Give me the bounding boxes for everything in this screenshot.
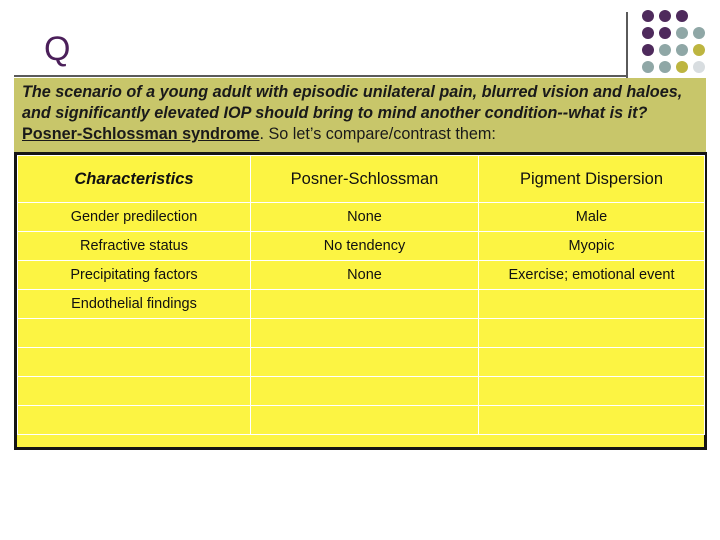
table-cell <box>479 406 705 435</box>
table-cell <box>251 406 479 435</box>
dot-icon <box>659 44 671 56</box>
table-row <box>18 261 705 290</box>
table-header-row <box>18 156 705 203</box>
column-header: Posner-Schlossman <box>251 156 479 203</box>
table-cell: Refractive status <box>18 232 251 261</box>
table-cell <box>251 348 479 377</box>
table-cell <box>479 319 705 348</box>
dot-icon <box>693 27 705 39</box>
dot-icon <box>676 44 688 56</box>
question-callout <box>14 78 706 152</box>
column-header: Pigment Dispersion <box>479 156 705 203</box>
table-cell: Gender predilection <box>18 203 251 232</box>
comparison-table <box>14 152 707 450</box>
table-cell <box>251 377 479 406</box>
table-cell <box>251 290 479 319</box>
answer-tail: . So let’s compare/contrast them: <box>259 125 496 143</box>
dot-icon <box>676 61 688 73</box>
decorative-dot-grid <box>638 10 720 82</box>
table-row <box>18 290 705 319</box>
dot-icon <box>642 44 654 56</box>
table-cell: None <box>251 203 479 232</box>
table-row <box>18 203 705 232</box>
table-cell: Endothelial findings <box>18 290 251 319</box>
table-cell <box>479 290 705 319</box>
table-row <box>18 406 705 435</box>
table-row <box>18 232 705 261</box>
question-text: The scenario of a young adult with episodic unilateral pain, blurred vision and haloes, and significantly elevated IOP should bring to mind another condition--what is it? <box>22 83 683 122</box>
table-cell <box>18 377 251 406</box>
dot-icon <box>642 61 654 73</box>
table-cell: Male <box>479 203 705 232</box>
vertical-divider <box>626 12 628 78</box>
table-cell <box>18 406 251 435</box>
table-cell: None <box>251 261 479 290</box>
dot-icon <box>659 10 671 22</box>
column-header: Characteristics <box>18 156 251 203</box>
dot-icon <box>659 27 671 39</box>
table-cell <box>18 319 251 348</box>
table-cell <box>18 348 251 377</box>
dot-icon <box>642 27 654 39</box>
table-cell: Precipitating factors <box>18 261 251 290</box>
dot-icon <box>693 61 705 73</box>
table-cell <box>251 319 479 348</box>
dot-icon <box>659 61 671 73</box>
dot-icon <box>642 10 654 22</box>
table-cell <box>479 348 705 377</box>
table-row <box>18 348 705 377</box>
table-cell: No tendency <box>251 232 479 261</box>
table-row <box>18 377 705 406</box>
answer-term: Posner-Schlossman syndrome <box>22 125 260 143</box>
table-cell: Exercise; emotional event <box>479 261 705 290</box>
table-cell <box>479 377 705 406</box>
slide-title: Q <box>44 30 71 68</box>
dot-icon <box>676 27 688 39</box>
table-row <box>18 319 705 348</box>
title-divider <box>14 75 626 77</box>
table-cell: Myopic <box>479 232 705 261</box>
dot-icon <box>693 44 705 56</box>
dot-icon <box>676 10 688 22</box>
